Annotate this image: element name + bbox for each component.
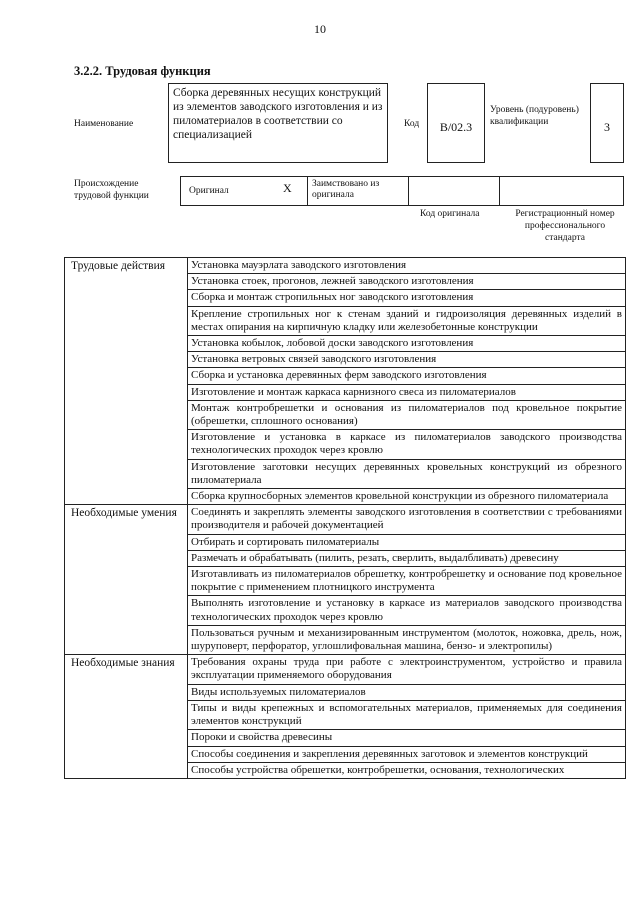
- origin-code-cell: [408, 176, 500, 206]
- reg-number-cell: [499, 176, 624, 206]
- section-row-knowledge: [65, 655, 626, 779]
- original-label: Оригинал: [189, 186, 229, 196]
- qualification-level-box: 3: [590, 83, 624, 163]
- name-label: Наименование: [74, 119, 134, 129]
- list-item: Изготовление заготовки несущих деревянных кровельных конструкций из обрезного пиломатериала: [188, 460, 625, 489]
- list-item: Установка мауэрлата заводского изготовления: [188, 258, 625, 274]
- list-item: Виды используемых пиломатериалов: [188, 685, 625, 701]
- labor-function-table: [64, 257, 626, 779]
- reg-number-caption: Регистрационный номер профессионального стандарта: [515, 209, 615, 243]
- borrowed-cell: Заимствовано из оригинала: [307, 176, 409, 206]
- section-title: 3.2.2. Трудовая функция: [74, 64, 211, 78]
- code-label: Код: [404, 119, 420, 129]
- list-item: Изготовление и установка в каркасе из пиломатериалов заводского производства технологических проходок через кровлю: [188, 430, 625, 459]
- section-items-actions: [188, 258, 626, 505]
- section-title-knowledge: Необходимые знания: [65, 655, 188, 779]
- list-item: Пороки и свойства древесины: [188, 730, 625, 746]
- list-item: Сборка и монтаж стропильных ног заводского изготовления: [188, 290, 625, 306]
- original-mark: Х: [283, 181, 292, 195]
- origin-code-caption: Код оригинала: [420, 209, 480, 219]
- list-item: Требования охраны труда при работе с электроинструментом, устройство и правила эксплуатации применяемого оборудования: [188, 655, 625, 684]
- list-item: Выполнять изготовление и установку в каркасе из материалов заводского производства технологических проходок через кровлю: [188, 596, 625, 625]
- list-item: Способы устройства обрешетки, контробрешетки, основания, технологических: [191, 763, 565, 776]
- list-item: Размечать и обрабатывать (пилить, резать, сверлить, выдалбливать) древесину: [188, 551, 625, 567]
- list-item: Установка стоек, прогонов, лежней заводского изготовления: [188, 274, 625, 290]
- section-title-actions: Трудовые действия: [65, 258, 188, 505]
- function-code-box: В/02.3: [427, 83, 485, 163]
- section-row-skills: [65, 505, 626, 655]
- list-item: Типы и виды крепежных и вспомогательных материалов, применяемых для соединения элементов конструкций: [188, 701, 625, 730]
- section-items-knowledge: [188, 655, 626, 779]
- list-item: Изготавливать из пиломатериалов обрешетку, контробрешетку и основание под кровельное покрытие с применением плотницкого инструмента: [188, 567, 625, 596]
- list-item: Изготовление и монтаж каркаса карнизного свеса из пиломатериалов: [188, 385, 625, 401]
- list-item: Монтаж контробрешетки и основания из пиломатериалов под кровельное покрытие (обрешетки, сплошного основания): [188, 401, 625, 430]
- list-item: Установка кобылок, лобовой доски заводского изготовления: [188, 336, 625, 352]
- section-items-skills: [188, 505, 626, 655]
- level-label: Уровень (подуровень) квалификации: [490, 105, 579, 127]
- list-item: Сборка крупносборных элементов кровельной конструкции из обрезного пиломатериала: [191, 490, 609, 503]
- page-number: 10: [314, 22, 326, 36]
- list-item: Соединять и закреплять элементы заводского изготовления в соответствии с требованиями производителя и рабочей документацией: [188, 505, 625, 534]
- original-cell: [180, 176, 308, 206]
- list-item: Сборка и установка деревянных ферм заводского изготовления: [188, 368, 625, 384]
- origin-label: Происхождение трудовой функции: [74, 179, 149, 201]
- list-item: Отбирать и сортировать пиломатериалы: [188, 535, 625, 551]
- list-item: Пользоваться ручным и механизированным инструментом (молоток, ножовка, дрель, нож, шуруповерт, перфоратор, углошлифовальная машина, бензо- и электропилы): [191, 626, 622, 653]
- section-title-skills: Необходимые умения: [65, 505, 188, 655]
- list-item: Крепление стропильных ног к стенам зданий и гидроизоляция деревянных изделий в местах опирания на кирпичную кладку или железобетонные конструкции: [188, 307, 625, 336]
- function-name-box: Сборка деревянных несущих конструкций из элементов заводского изготовления и из пиломатериалов в соответствии со специализацией: [168, 83, 388, 163]
- list-item: Установка ветровых связей заводского изготовления: [188, 352, 625, 368]
- list-item: Способы соединения и закрепления деревянных заготовок и элементов конструкций: [188, 747, 625, 763]
- section-row-actions: [65, 258, 626, 505]
